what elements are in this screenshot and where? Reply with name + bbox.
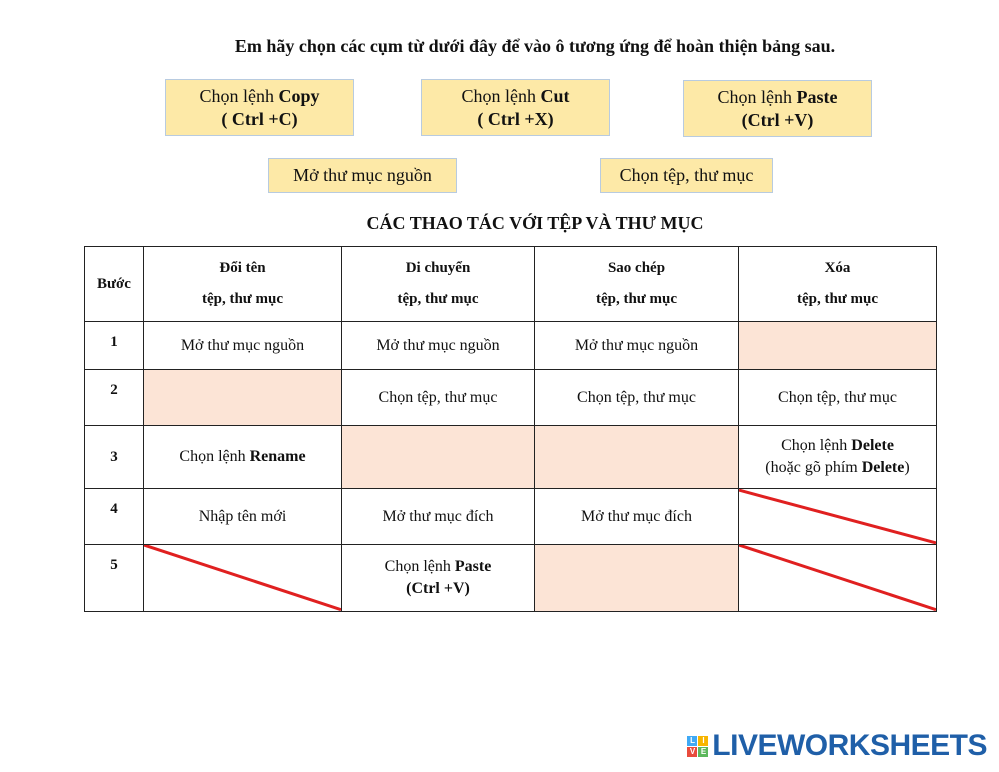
not-applicable-cell bbox=[144, 545, 342, 612]
header-line1: Sao chép bbox=[607, 260, 666, 276]
word-option-shortcut: (Ctrl +V) bbox=[741, 109, 814, 130]
word-option-shortcut: ( Ctrl +X) bbox=[477, 108, 554, 129]
word-option-keyword: Paste bbox=[796, 86, 838, 107]
answer-drop-cell[interactable] bbox=[342, 426, 535, 489]
table-cell: Chọn tệp, thư mục bbox=[342, 370, 535, 426]
strike-line bbox=[144, 545, 341, 611]
table-cell bbox=[739, 426, 937, 489]
table-cell: Mở thư mục nguồn bbox=[342, 322, 535, 370]
table-row bbox=[85, 426, 937, 489]
header-step: Bước bbox=[85, 247, 144, 322]
word-option-select-file[interactable] bbox=[600, 158, 773, 193]
operations-table bbox=[84, 246, 937, 612]
word-option-prefix: Chọn lệnh bbox=[717, 86, 797, 107]
table-cell bbox=[342, 545, 535, 612]
header-line1: Di chuyển bbox=[405, 260, 471, 276]
table-cell: Mở thư mục đích bbox=[342, 489, 535, 545]
cell-prefix: Chọn lệnh bbox=[781, 437, 852, 454]
header-rename bbox=[144, 247, 342, 322]
word-option-prefix: Chọn lệnh bbox=[461, 85, 541, 106]
cell-keyword: Paste bbox=[454, 558, 492, 575]
step-number: 3 bbox=[85, 426, 144, 489]
step-number: 5 bbox=[85, 545, 144, 612]
cell-keyword: Delete bbox=[851, 437, 894, 454]
header-delete bbox=[739, 247, 937, 322]
not-applicable-cell bbox=[739, 545, 937, 612]
header-copy bbox=[535, 247, 739, 322]
header-line2: tệp, thư mục bbox=[796, 291, 879, 307]
table-row bbox=[85, 322, 937, 370]
instruction-text: Em hãy chọn các cụm từ dưới đây để vào ô tương ứng để hoàn thiện bảng sau. bbox=[234, 36, 836, 56]
answer-drop-cell[interactable] bbox=[739, 322, 937, 370]
table-cell: Chọn tệp, thư mục bbox=[535, 370, 739, 426]
logo-text: LIVEWORKSHEETS bbox=[712, 729, 987, 762]
cell-suffix: ) bbox=[904, 459, 910, 476]
cell-shortcut: (Ctrl +V) bbox=[406, 580, 470, 597]
table-cell: Mở thư mục đích bbox=[535, 489, 739, 545]
word-option-open-source-folder[interactable] bbox=[268, 158, 457, 193]
word-option-keyword: Copy bbox=[278, 85, 320, 106]
word-option-shortcut: ( Ctrl +C) bbox=[221, 108, 298, 129]
table-row bbox=[85, 370, 937, 426]
answer-drop-cell[interactable] bbox=[535, 545, 739, 612]
answer-drop-cell[interactable] bbox=[535, 426, 739, 489]
liveworksheets-logo bbox=[687, 729, 987, 763]
table-cell: Nhập tên mới bbox=[144, 489, 342, 545]
header-line2: tệp, thư mục bbox=[595, 291, 678, 307]
table-title: CÁC THAO TÁC VỚI TỆP VÀ THƯ MỤC bbox=[366, 213, 704, 233]
header-line1: Đổi tên bbox=[219, 260, 266, 276]
cell-prefix: Chọn lệnh bbox=[384, 558, 455, 575]
logo-mark-letter: L bbox=[687, 736, 697, 746]
header-move bbox=[342, 247, 535, 322]
word-option-keyword: Cut bbox=[540, 85, 570, 106]
word-option-text: Mở thư mục nguồn bbox=[293, 165, 432, 185]
header-line1: Xóa bbox=[824, 260, 851, 276]
logo-mark-letter: V bbox=[687, 747, 697, 757]
table-row bbox=[85, 545, 937, 612]
word-option-copy[interactable] bbox=[165, 79, 354, 136]
table-cell bbox=[144, 426, 342, 489]
step-number: 4 bbox=[85, 489, 144, 545]
table-cell: Chọn tệp, thư mục bbox=[739, 370, 937, 426]
word-option-cut[interactable] bbox=[421, 79, 610, 136]
logo-mark-icon bbox=[687, 736, 708, 757]
header-line2: tệp, thư mục bbox=[397, 291, 479, 307]
strike-line bbox=[739, 545, 936, 611]
word-option-text: Chọn tệp, thư mục bbox=[619, 165, 754, 185]
logo-mark-letter: E bbox=[698, 747, 708, 757]
logo-mark-letter: I bbox=[698, 736, 708, 746]
cell-keyword: Delete bbox=[861, 459, 905, 476]
strike-line bbox=[739, 489, 936, 544]
not-applicable-cell bbox=[739, 489, 937, 545]
table-row bbox=[85, 489, 937, 545]
table-header-row bbox=[85, 247, 937, 322]
word-option-prefix: Chọn lệnh bbox=[199, 85, 279, 106]
cell-prefix: (hoặc gõ phím bbox=[765, 459, 862, 476]
word-option-paste[interactable] bbox=[683, 80, 872, 137]
table-cell: Mở thư mục nguồn bbox=[144, 322, 342, 370]
cell-keyword: Rename bbox=[249, 448, 306, 465]
cell-prefix: Chọn lệnh bbox=[179, 448, 250, 465]
table-cell: Mở thư mục nguồn bbox=[535, 322, 739, 370]
step-number: 2 bbox=[85, 370, 144, 426]
header-line2: tệp, thư mục bbox=[201, 291, 284, 307]
step-number: 1 bbox=[85, 322, 144, 370]
answer-drop-cell[interactable] bbox=[144, 370, 342, 426]
